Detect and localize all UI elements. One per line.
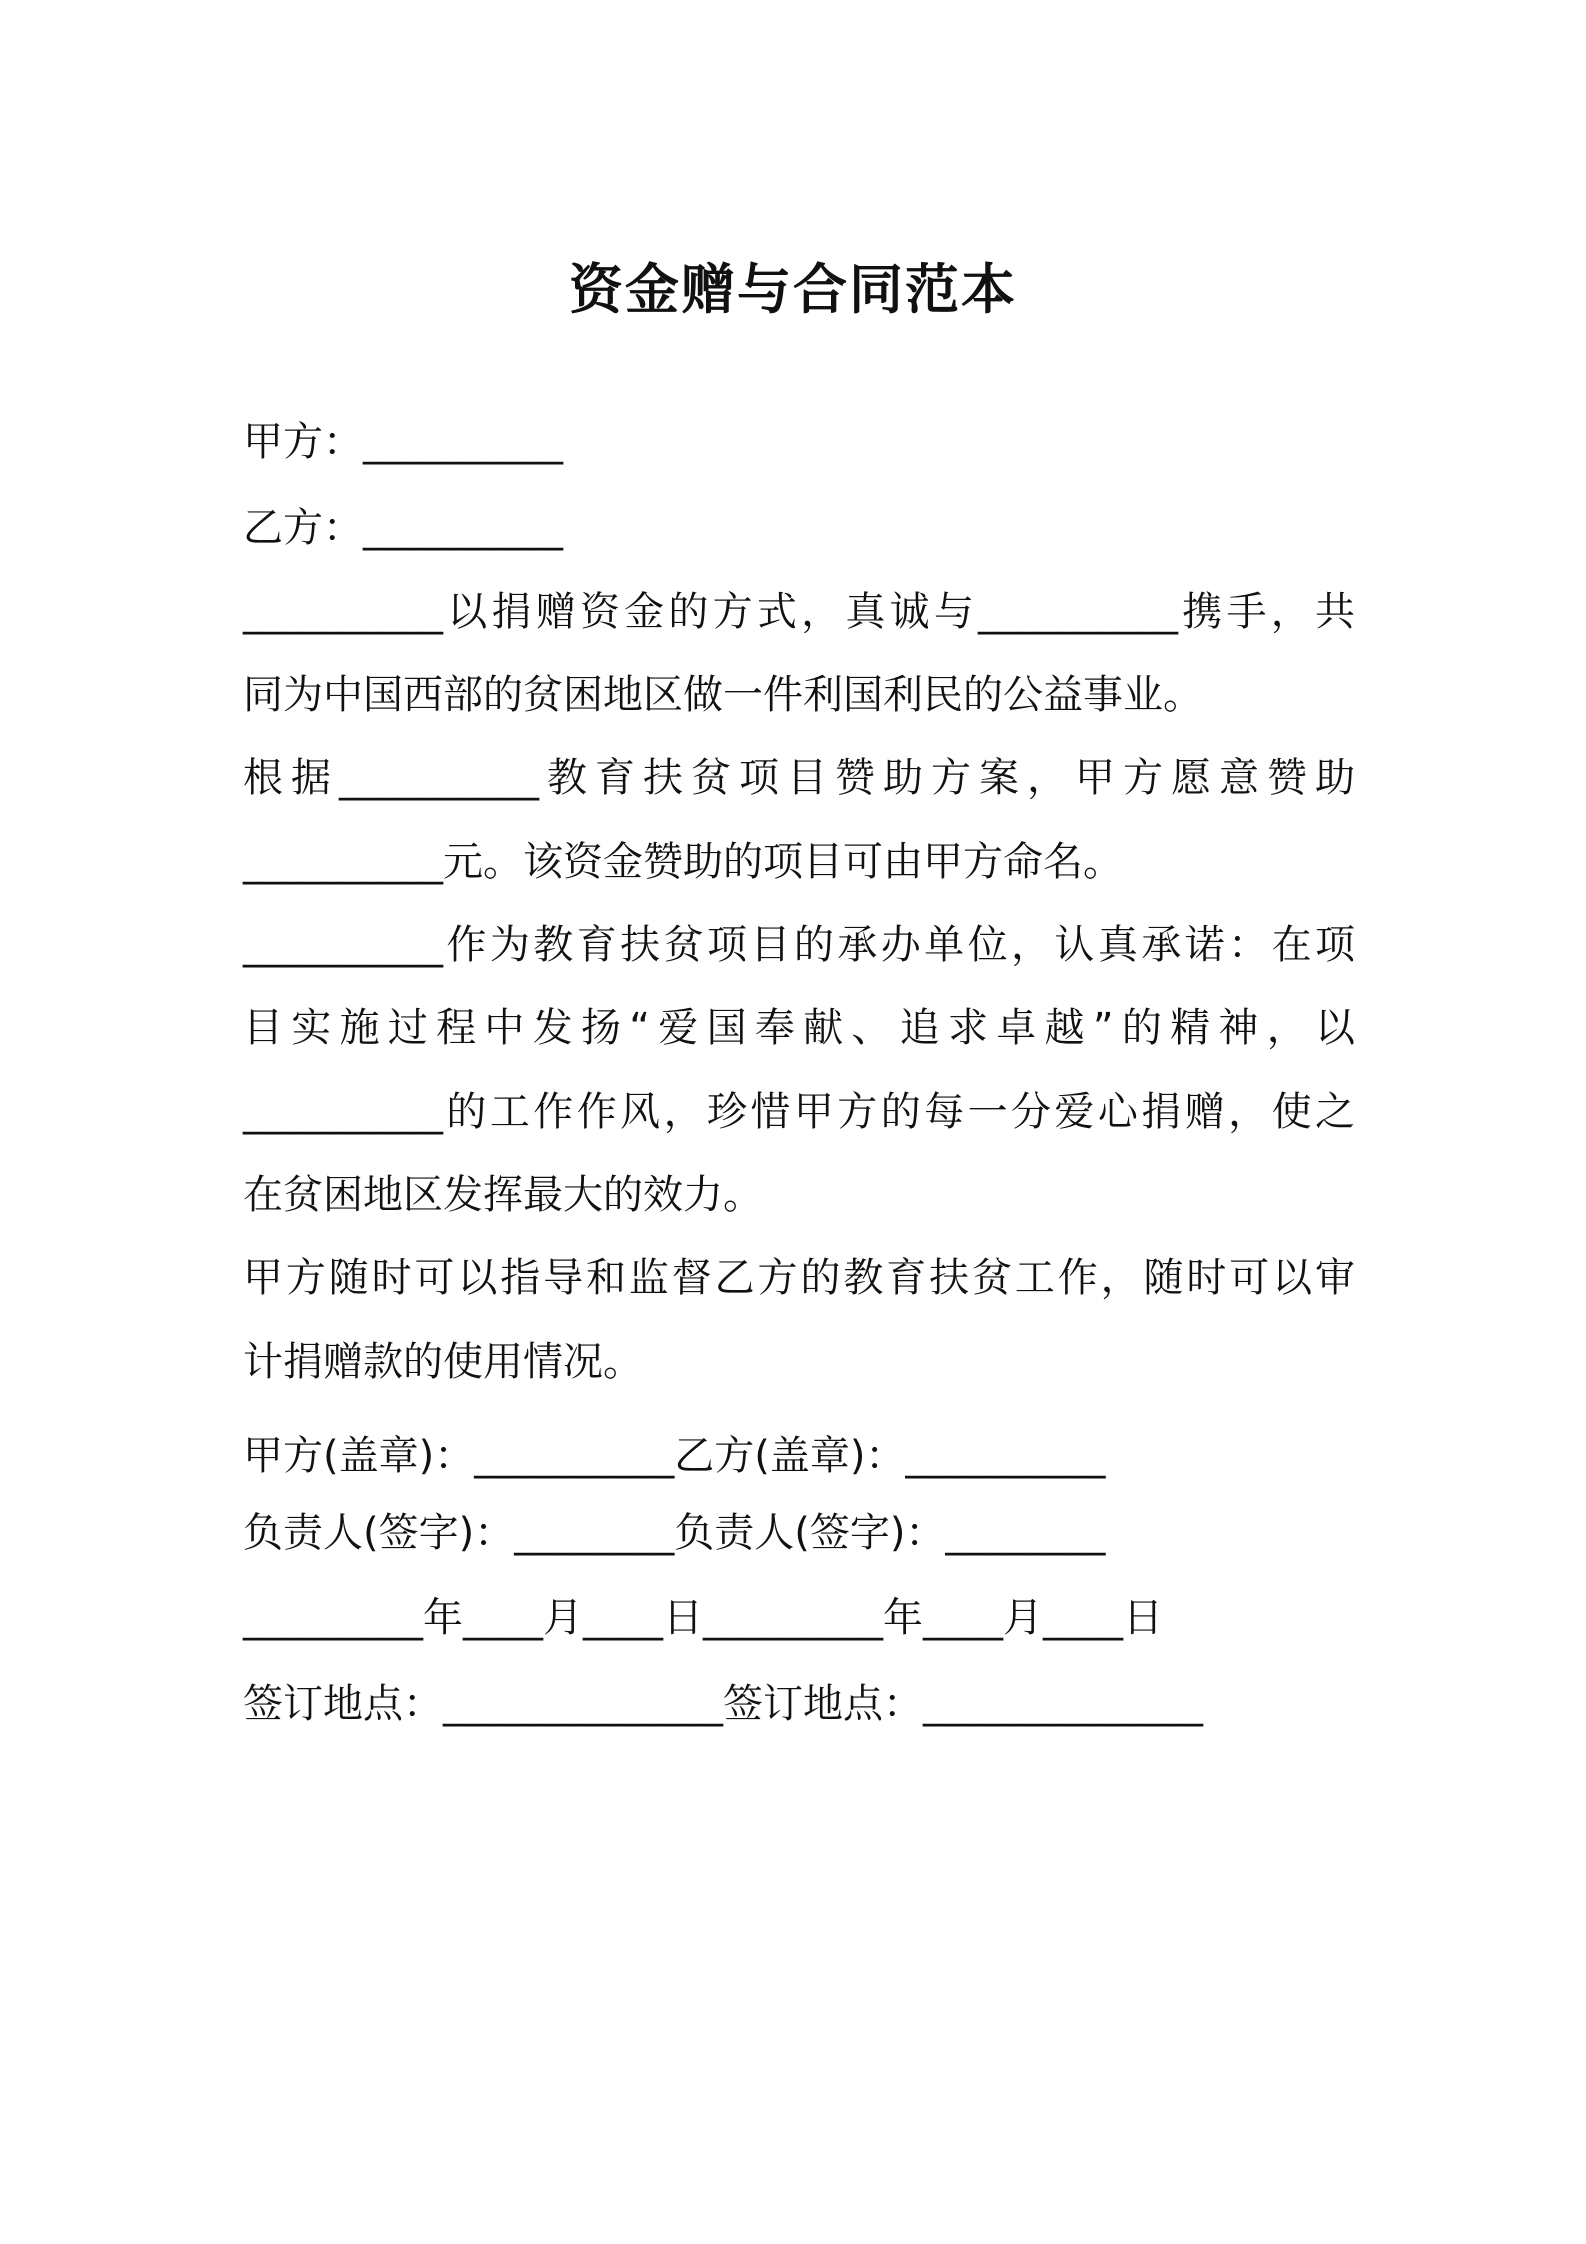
paragraph-commitment-line-2: 目实施过程中发扬“爱国奉献、追求卓越”的精神，以 (243, 1005, 1355, 1051)
paragraph-donation-line-2: 同为中国西部的贫困地区做一件利国利民的公益事业。 (243, 672, 1203, 718)
paragraph-supervision-line-1: 甲方随时可以指导和监督乙方的教育扶贫工作，随时可以审 (243, 1255, 1355, 1301)
date-line: _________年____月____日_________年____月____日 (243, 1595, 1163, 1641)
paragraph-commitment-line-1: __________作为教育扶贫项目的承办单位，认真承诺：在项 (243, 922, 1355, 968)
paragraph-supervision-line-2: 计捐赠款的使用情况。 (243, 1339, 643, 1385)
document-title: 资金赠与合同范本 (569, 258, 1017, 321)
paragraph-sponsor-line-1: 根据__________教育扶贫项目赞助方案，甲方愿意赞助 (243, 755, 1355, 801)
paragraph-donation-line-1: __________以捐赠资金的方式，真诚与__________携手，共 (243, 589, 1355, 635)
party-b-line: 乙方：__________ (243, 505, 563, 551)
seal-line: 甲方(盖章)：__________乙方(盖章)：__________ (243, 1433, 1106, 1479)
paragraph-commitment-line-3: __________的工作作风，珍惜甲方的每一分爱心捐赠，使之 (243, 1089, 1355, 1135)
signature-line: 负责人(签字)：________负责人(签字)：________ (243, 1510, 1106, 1556)
party-a-line: 甲方：__________ (243, 419, 563, 465)
signing-place-line: 签订地点：______________签订地点：______________ (243, 1681, 1203, 1727)
paragraph-commitment-line-4: 在贫困地区发挥最大的效力。 (243, 1172, 763, 1218)
paragraph-sponsor-line-2: __________元。该资金赞助的项目可由甲方命名。 (243, 839, 1123, 885)
